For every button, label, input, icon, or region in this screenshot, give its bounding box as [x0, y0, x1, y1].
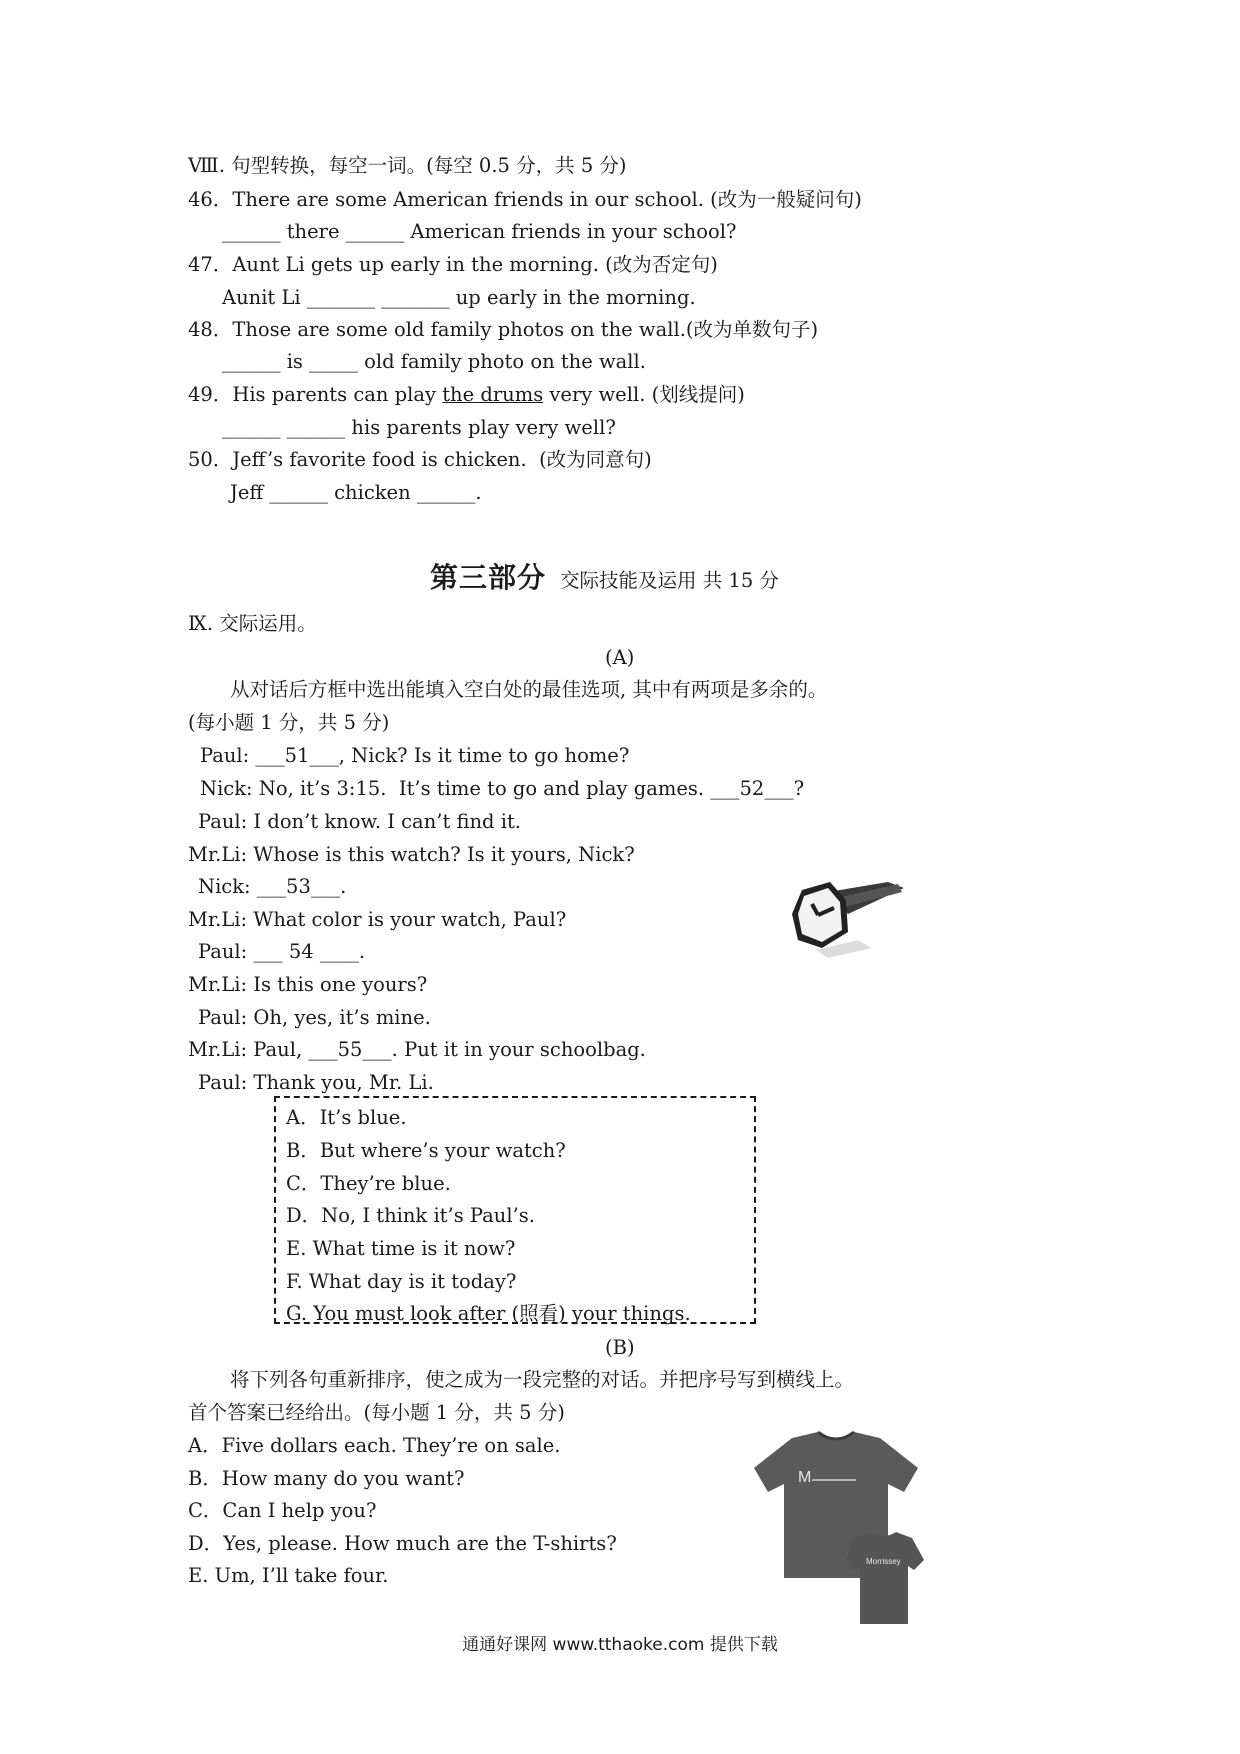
reorder-item: C．Can I help you? — [188, 1499, 377, 1522]
section-9-header: Ⅸ. 交际运用。 — [188, 612, 317, 635]
question-49-underlined: the drums — [442, 383, 544, 406]
watch-illustration — [788, 870, 908, 960]
option-item: D．No, I think it’s Paul’s. — [286, 1204, 535, 1227]
dialogue-line: Paul: ___ 54 ____. — [198, 940, 366, 963]
part-3-subtitle: 交际技能及运用 共 15 分 — [560, 569, 779, 592]
tshirt-front-text: M — [798, 1469, 812, 1486]
part-3-heading: 第三部分 — [430, 561, 547, 594]
question-48: 48．Those are some old family photos on the wall.(改为单数句子) — [188, 318, 819, 341]
question-47-answer-line: Aunit Li _______ _______ up early in the morning. — [222, 286, 696, 309]
dialogue-line: Paul: Oh, yes, it’s mine. — [198, 1006, 431, 1029]
question-48-answer-line: ______ is _____ old family photo on the wall. — [222, 350, 646, 373]
option-item: B．But where’s your watch? — [286, 1139, 566, 1162]
option-item: G. You must look after (照看) your things. — [286, 1302, 691, 1325]
option-item: A．It’s blue. — [286, 1106, 407, 1129]
dialogue-line: Mr.Li: Is this one yours? — [188, 973, 428, 996]
dialogue-line: Paul: ___51___, Nick? Is it time to go home? — [200, 744, 630, 767]
dialogue-line: Mr.Li: Paul, ___55___. Put it in your schoolbag. — [188, 1038, 646, 1061]
dialogue-line: Mr.Li: Whose is this watch? Is it yours, Nick? — [188, 843, 635, 866]
tshirt-back-text: Morrissey — [866, 1557, 901, 1566]
page-footer: 通通好课网 www.tthaoke.com 提供下载 — [462, 1635, 778, 1655]
reorder-item: A．Five dollars each. They’re on sale. — [188, 1434, 561, 1457]
question-50-answer-line: Jeff ______ chicken ______. — [230, 481, 482, 504]
option-item: E. What time is it now? — [286, 1237, 516, 1260]
dialogue-line: Nick: No, it’s 3:15. It’s time to go and play games. ___52___? — [200, 777, 805, 800]
reorder-item: B．How many do you want? — [188, 1467, 465, 1490]
part-a-label: (A) — [605, 646, 635, 669]
reorder-item: E. Um, I’ll take four. — [188, 1564, 389, 1587]
question-46: 46．There are some American friends in our school. (改为一般疑问句) — [188, 188, 862, 211]
question-46-answer-line: ______ there ______ American friends in your school? — [222, 220, 737, 243]
option-item: C．They’re blue. — [286, 1172, 451, 1195]
question-49 — [188, 383, 745, 407]
tshirt-illustration — [748, 1428, 924, 1628]
section-8-header: Ⅷ. 句型转换，每空一词。(每空 0.5 分，共 5 分) — [188, 154, 627, 177]
part-3-title — [430, 556, 779, 596]
option-item: F. What day is it today? — [286, 1270, 517, 1293]
question-49-post: very well. (划线提问) — [543, 383, 745, 406]
part-a-instruction: 从对话后方框中选出能填入空白处的最佳选项, 其中有两项是多余的。 — [230, 678, 828, 701]
question-49-answer-line: ______ ______ his parents play very well? — [222, 416, 616, 439]
dialogue-line: Paul: I don’t know. I can’t find it. — [198, 810, 521, 833]
reorder-item: D．Yes, please. How much are the T-shirts? — [188, 1532, 617, 1555]
question-50: 50．Jeff’s favorite food is chicken. (改为同意句) — [188, 448, 652, 471]
dialogue-line: Paul: Thank you, Mr. Li. — [198, 1071, 434, 1094]
part-b-instruction: 将下列各句重新排序，使之成为一段完整的对话。并把序号写到横线上。 — [230, 1368, 855, 1391]
dialogue-line: Nick: ___53___. — [198, 875, 347, 898]
question-47: 47．Aunt Li gets up early in the morning. (改为否定句) — [188, 253, 718, 276]
question-49-pre: 49．His parents can play — [188, 383, 443, 406]
part-a-instruction-score: (每小题 1 分，共 5 分) — [188, 711, 390, 734]
part-b-label: (B) — [605, 1336, 635, 1359]
part-b-instruction-score: 首个答案已经给出。(每小题 1 分，共 5 分) — [188, 1401, 565, 1424]
dialogue-line: Mr.Li: What color is your watch, Paul? — [188, 908, 567, 931]
